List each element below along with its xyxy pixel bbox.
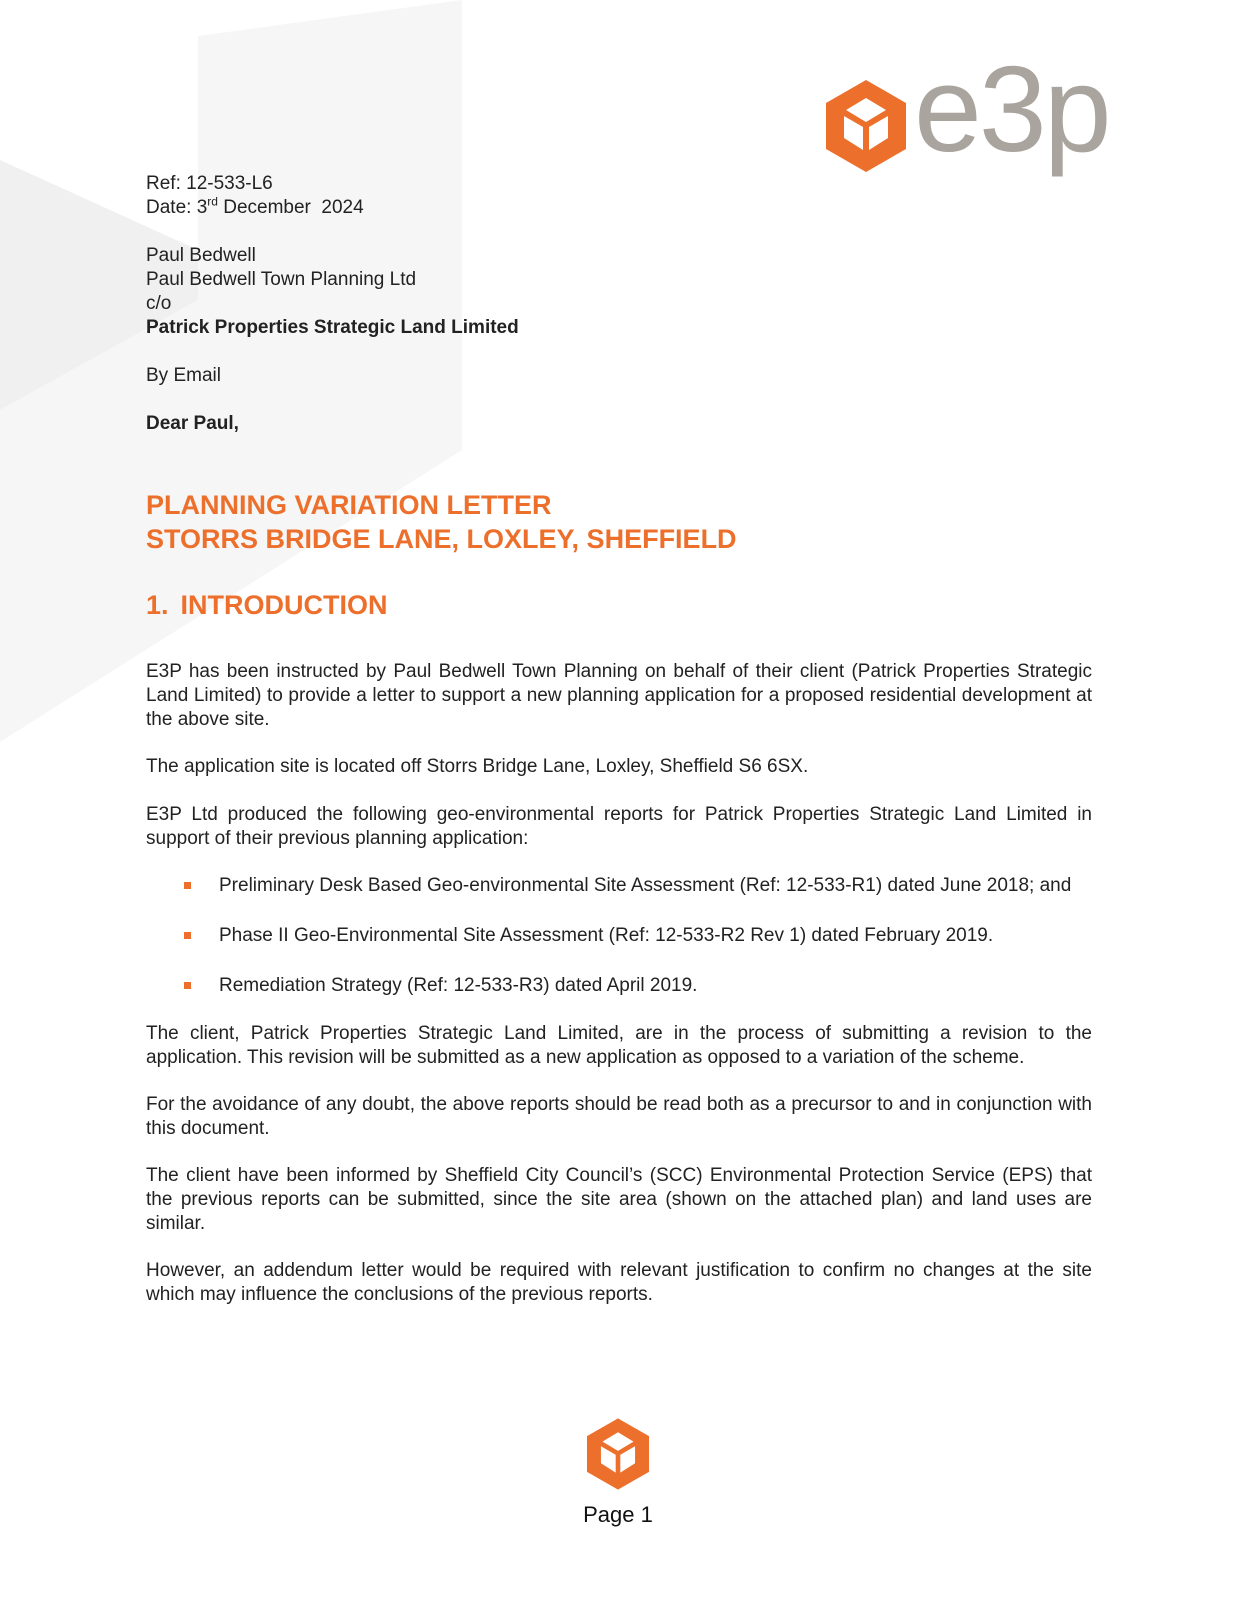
paragraph-addendum: However, an addendum letter would be required with relevant justification to confirm no changes at the site which may influence the conclusions of the previous reports. xyxy=(146,1260,1092,1305)
bullet-icon xyxy=(184,882,191,889)
footer-cube-icon xyxy=(587,1418,649,1490)
paragraph-reports-intro: E3P Ltd produced the following geo-environmental reports for Patrick Properties Strategic Land Limited in support of their previous planning application: xyxy=(146,804,1092,849)
recipient-name: Paul Bedwell xyxy=(146,245,256,266)
cube-logo-icon xyxy=(826,80,906,172)
paragraph-avoidance: For the avoidance of any doubt, the above reports should be read both as a precursor to and in conjunction with this document. xyxy=(146,1094,1092,1139)
paragraph-scc-eps: The client have been informed by Sheffield City Council’s (SCC) Environmental Protection Service (EPS) that the previous reports can be submitted, since the site area (shown on the attached plan) and land uses are similar. xyxy=(146,1165,1092,1234)
bullet-icon xyxy=(184,932,191,939)
section-heading: 1. INTRODUCTION xyxy=(146,590,388,620)
recipient-firm: Paul Bedwell Town Planning Ltd xyxy=(146,269,417,290)
letter-title: PLANNING VARIATION LETTER STORRS BRIDGE LANE, LOXLEY, SHEFFIELD xyxy=(146,490,737,554)
list-item: Preliminary Desk Based Geo-environmental Site Assessment (Ref: 12-533-R1) dated June 2018; and xyxy=(146,874,1092,898)
bullet-icon xyxy=(184,982,191,989)
salutation: Dear Paul, xyxy=(146,413,239,434)
page-number: Page 1 xyxy=(583,1502,653,1527)
recipient-company: Patrick Properties Strategic Land Limited xyxy=(146,317,519,338)
paragraph-instruction: E3P has been instructed by Paul Bedwell Town Planning on behalf of their client (Patrick Properties Strategic Land Limited) to provide a letter to support a new planning application for a proposed residential development at the above site. xyxy=(146,661,1092,730)
reference: Ref: 12-533-L6 xyxy=(146,173,273,194)
paragraph-revision: The client, Patrick Properties Strategic Land Limited, are in the process of submitting a revision to the application. This revision will be submitted as a new application as opposed to a variation of the scheme. xyxy=(146,1023,1092,1068)
delivery-method: By Email xyxy=(146,365,221,386)
letter-body xyxy=(146,172,1092,1307)
logo-wordmark: e3p xyxy=(914,41,1109,177)
list-item: Remediation Strategy (Ref: 12-533-R3) dated April 2019. xyxy=(146,974,1092,998)
letter-date: Date: 3rd December 2024 xyxy=(146,194,364,218)
paragraph-site-location: The application site is located off Storrs Bridge Lane, Loxley, Sheffield S6 6SX. xyxy=(146,756,809,777)
reports-list xyxy=(146,874,1092,998)
recipient-care-of: c/o xyxy=(146,293,172,314)
list-item: Phase II Geo-Environmental Site Assessment (Ref: 12-533-R2 Rev 1) dated February 2019. xyxy=(146,924,1092,948)
